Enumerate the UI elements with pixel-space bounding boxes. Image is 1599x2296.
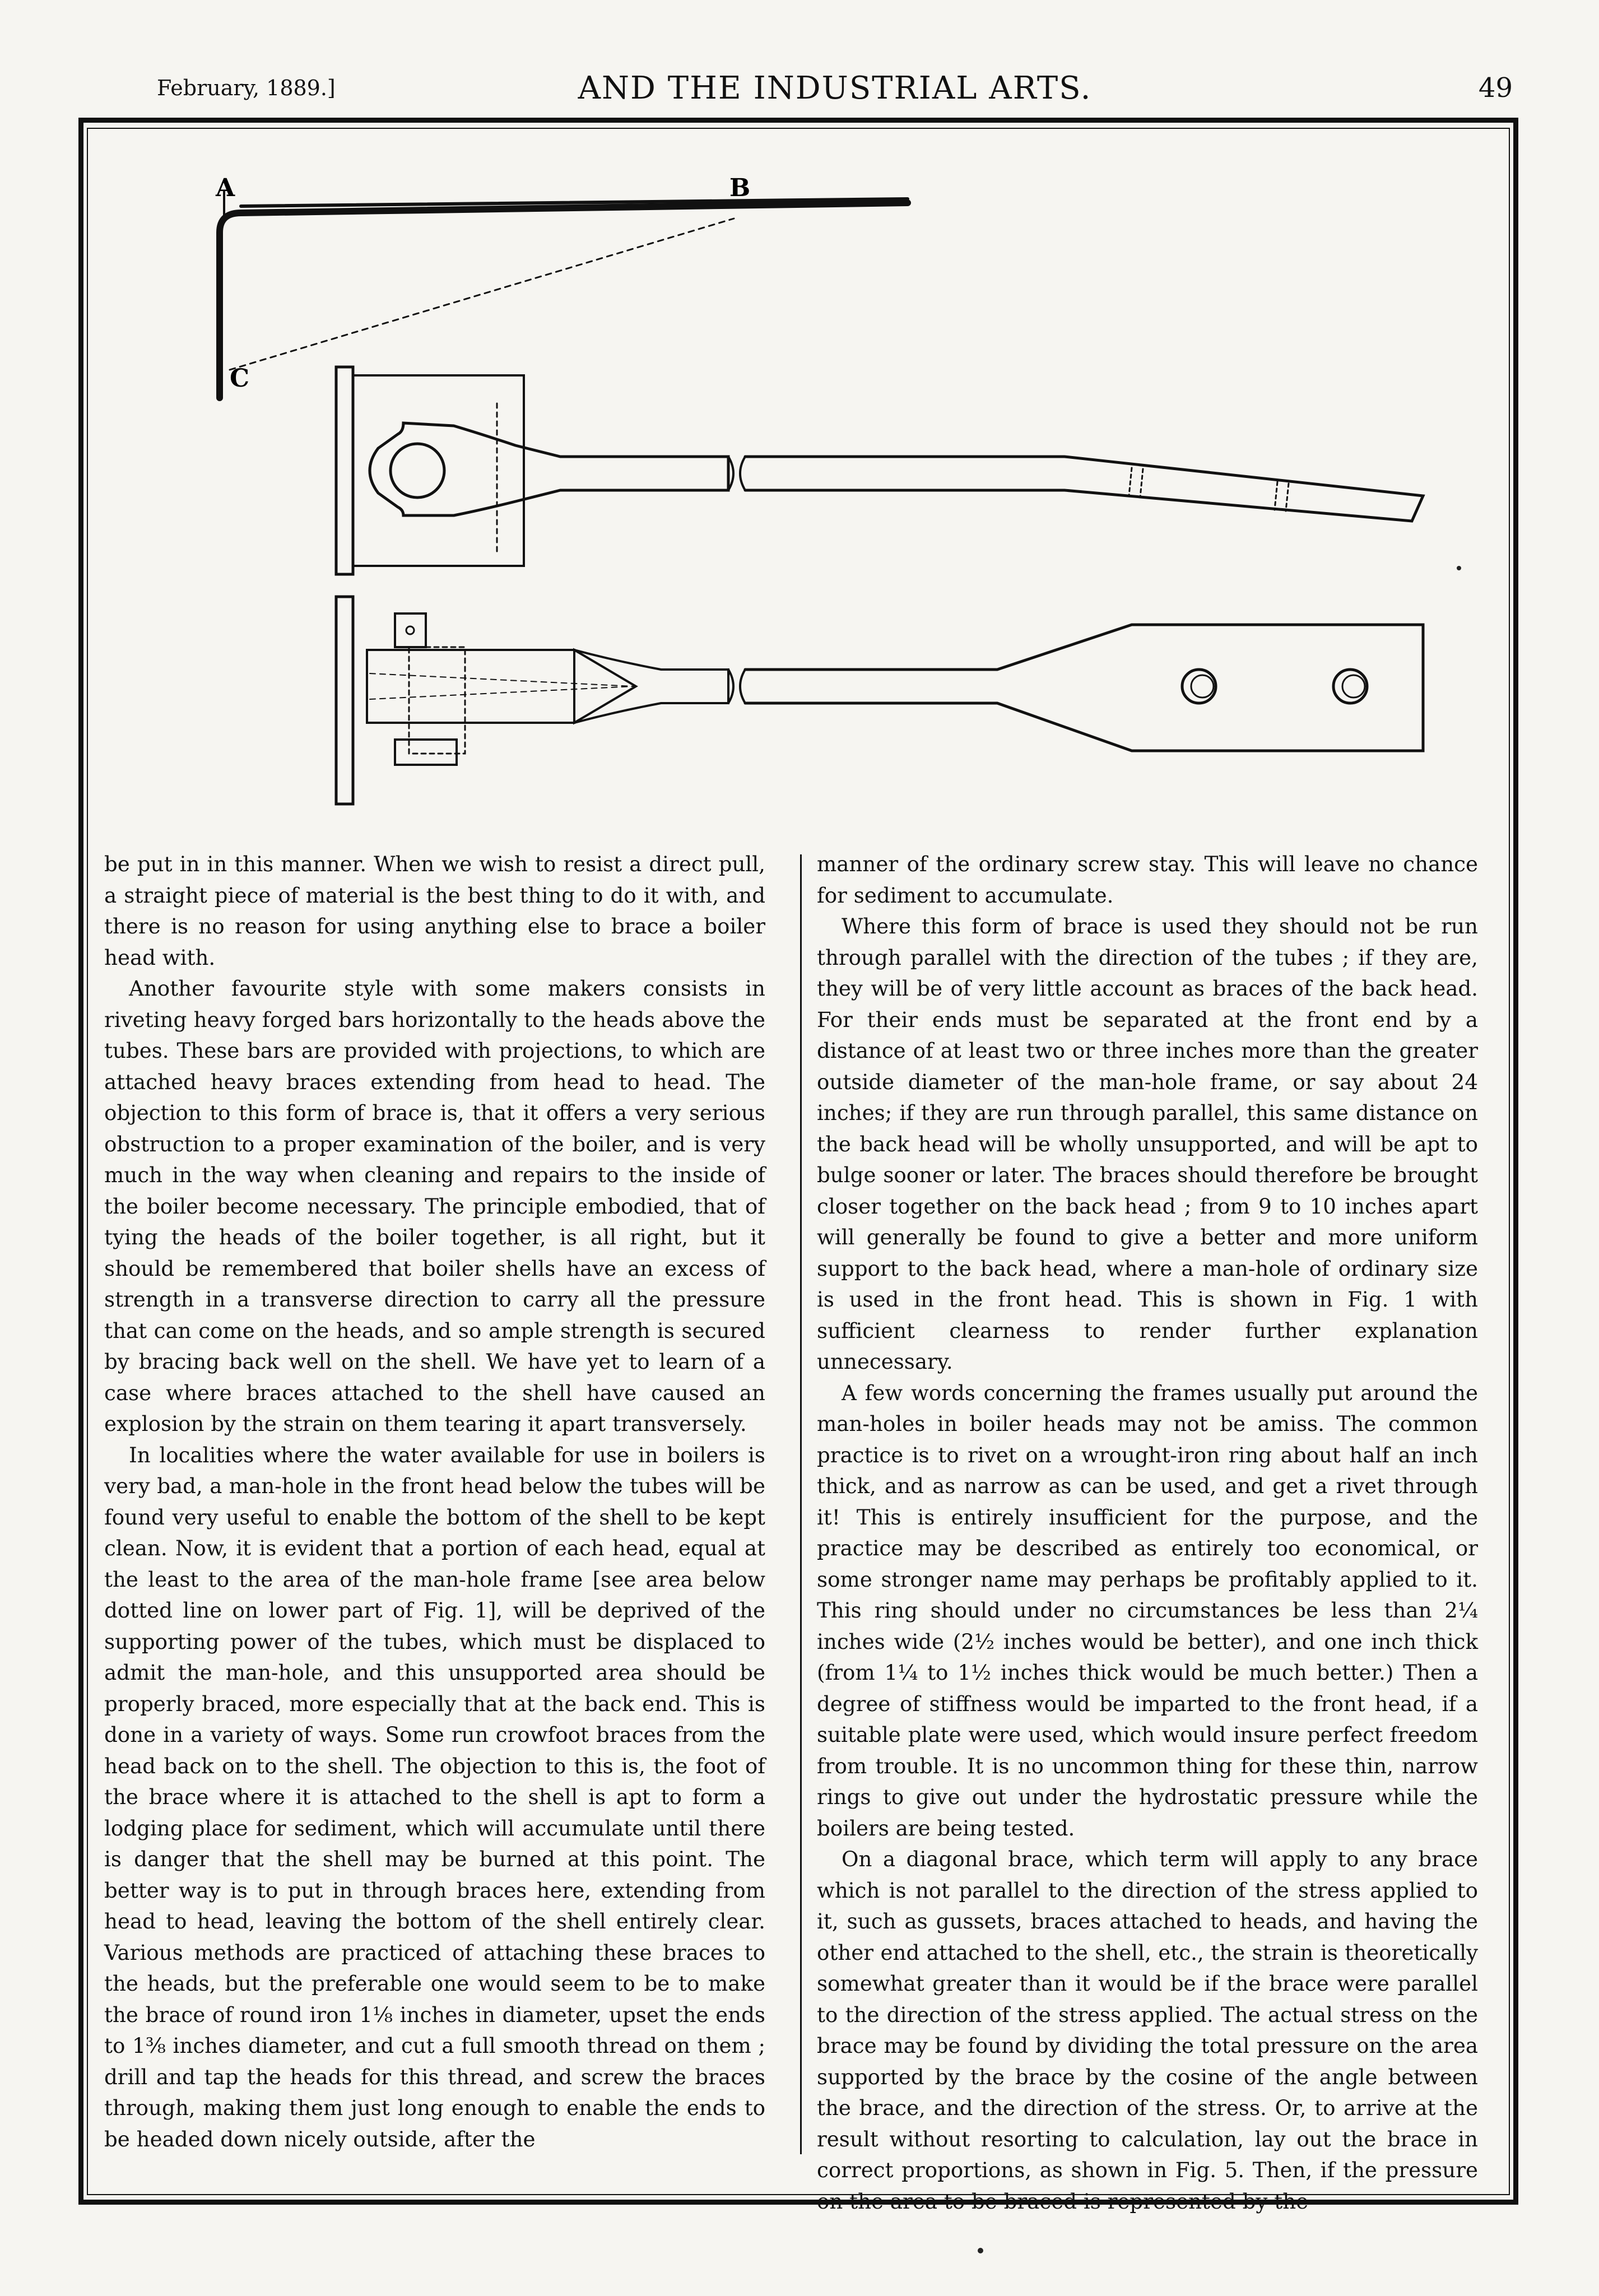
column-divider — [800, 854, 802, 2154]
rivet-hole-2 — [1333, 670, 1367, 703]
diagonal-dashed-line — [230, 219, 734, 370]
fork-plate — [367, 650, 574, 723]
brace-drawing-figure — [168, 168, 1513, 829]
pin-head — [395, 613, 426, 647]
journal-title: AND THE INDUSTRIAL ARTS. — [578, 70, 1092, 106]
paragraph: Where this form of brace is used they should not be run through parallel with the direction of the tubes ; if they are, they will be of very little account as braces of the back head. For their ends must be separated at the front end by a distance of at least two or three inches more than the greater outside diameter of the man-hole frame, or say about 24 inches; if they are run through parallel, this same distance on the back head will be wholly unsupported, and will be apt to bulge sooner or later. The braces should therefore be brought closer together on the back head ; from 9 to 10 inches apart will generally be found to give a better and more uniform support to the back head, where a man-hole of ordinary size is used in the front head. This is shown in Fig. 1 with sufficient clearness to render further explanation unnecessary. — [817, 914, 1478, 1374]
figure-label-c: C — [230, 364, 250, 393]
paragraph: In localities where the water available for use in boilers is very bad, a man-hole in the front head below the tubes will be found very useful to enable the bottom of the shell to be kept clean. Now, it is evident that a portion of each head, equal at the least to the area of the man-hole frame [see area below dotted line on lower part of Fig. 1], will be deprived of the supporting power of the tubes, which must be displaced to admit the man-hole, and this unsupported area should be properly braced, more especially that at the back end. This is done in a variety of ways. Some run crowfoot braces from the head back on to the shell. The objection to this is, the foot of the brace where it is attached to the shell is apt to form a lodging place for sediment, which will accumulate until there is danger that the shell may be burned at this point. The better way is to put in through braces here, extending from head to head, leaving the bottom of the shell entirely clear. Various methods are practiced of attaching these braces to the heads, but the preferable one would seem to be to make the brace of round iron 1⅛ inches in diameter, upset the ends to 1⅜ inches diameter, and cut a full smooth thread on them ; drill and tap the heads for this thread, and screw the braces through, making them just long enough to enable the ends to be headed down nicely outside, after the — [104, 1442, 765, 2151]
print-speck — [1457, 566, 1461, 570]
head-plate-upper — [336, 367, 353, 574]
issue-date: February, 1889.] — [157, 76, 336, 100]
figure-label-b: B — [729, 174, 751, 202]
shell-outline — [220, 203, 908, 398]
page-number: 49 — [1478, 72, 1513, 104]
lower-brace-flat-end — [745, 625, 1423, 751]
pin-washer — [395, 740, 457, 765]
print-speck — [978, 2248, 983, 2253]
left-text-column — [104, 849, 765, 2154]
running-header — [157, 70, 1513, 115]
pin-bolt — [409, 647, 465, 754]
eye-brace-body — [370, 423, 728, 515]
right-text-column — [817, 849, 1478, 2214]
paragraph: be put in in this manner. When we wish to resist a direct pull, a straight piece of material is the best thing to do it with, and there is no reason for using anything else to brace a boiler head with. — [104, 852, 765, 970]
upper-brace-rod — [745, 457, 1423, 521]
eye-hole — [391, 444, 444, 498]
head-plate-lower — [336, 597, 353, 804]
paragraph: A few words concerning the frames usually put around the man-holes in boiler heads may not be amiss. The common practice is to rivet on a wrought-iron ring about half an inch thick, and as narrow as can be used, and get a rivet through it! This is entirely insufficient for the purpose, and the practice may be described as entirely too economical, or some stronger name may perhaps be profitably applied to it. This ring should under no circumstances be less than 2¼ inches wide (2½ inches would be better), and one inch thick (from 1¼ to 1½ inches thick would be much better.) Then a degree of stiffness would be imparted to the front head, if a suitable plate were used, which would insure perfect freedom from trouble. It is no uncommon thing for these thin, narrow rings to give out under the hydrostatic pressure while the boilers are being tested. — [817, 1380, 1478, 1840]
paragraph: Another favourite style with some makers consists in riveting heavy forged bars horizontally to the heads above the tubes. These bars are provided with projections, to which are attached heavy braces extending from head to head. The objection to this form of brace is, that it offers a very serious obstruction to a proper examination of the boiler, and is very much in the way when cleaning and repairs to the inside of the boiler become necessary. The principle embodied, that of tying the heads of the boiler together, is all right, but it should be remembered that boiler shells have an excess of strength in a transverse direction to carry all the pressure that can come on the heads, and so ample strength is secured by bracing back well on the shell. We have yet to learn of a case where braces attached to the shell have caused an explosion by the strain on them tearing it apart transversely. — [104, 976, 765, 1436]
paragraph: manner of the ordinary screw stay. This will leave no chance for sediment to accumulate. — [817, 852, 1478, 908]
eye-lug-plate — [353, 375, 524, 566]
rivet-hole-1 — [1182, 670, 1216, 703]
paragraph: On a diagonal brace, which term will apply to any brace which is not parallel to the direction of the stress applied to it, such as gussets, braces attached to heads, and having the other end attached to the shell, etc., the strain is theoretically somewhat greater than it would be if the brace were parallel to the direction of the stress applied. The actual stress on the brace may be found by dividing the total pressure on the area supported by the brace by the cosine of the angle between the brace, and the direction of the stress. Or, to arrive at the result without resorting to calculation, lay out the brace in correct proportions, as shown in Fig. 5. Then, if the pressure on the area to be braced is represented by the — [817, 1847, 1478, 2214]
figure-label-a: A — [216, 174, 235, 202]
